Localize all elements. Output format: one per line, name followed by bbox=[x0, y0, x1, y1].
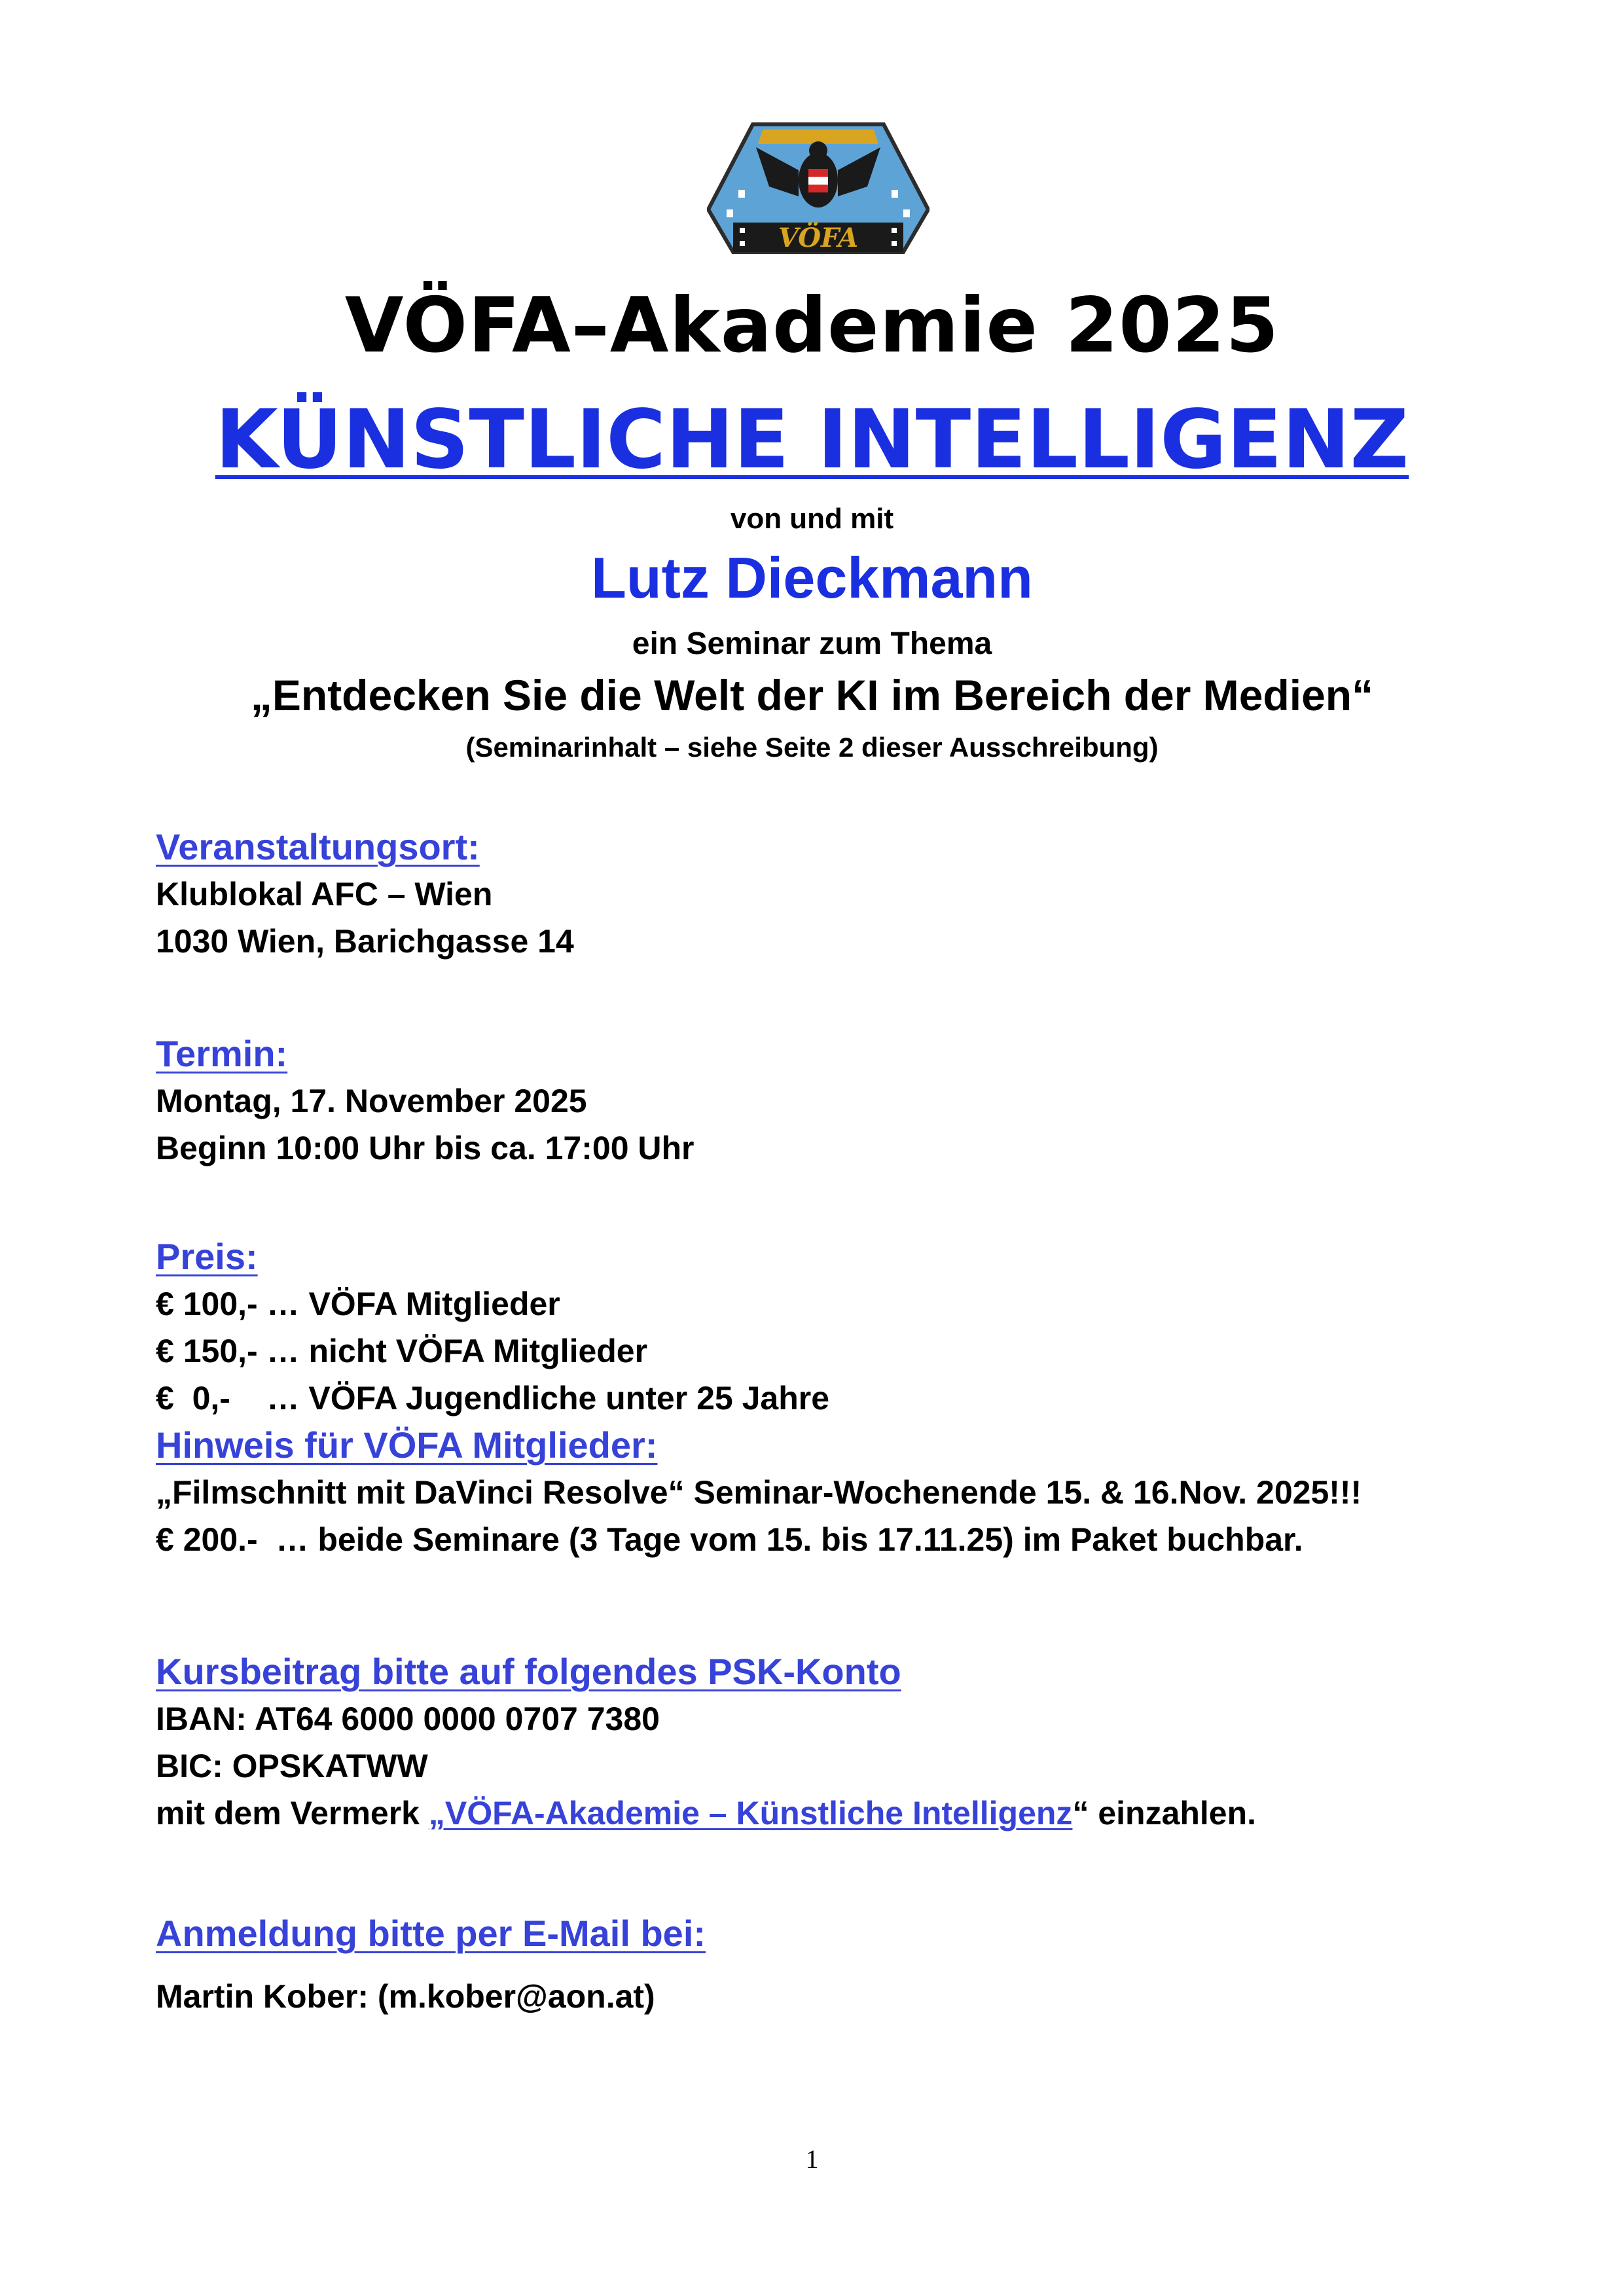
subject-title-text: KÜNSTLICHE INTELLIGENZ bbox=[215, 393, 1409, 487]
price-heading: Preis: bbox=[156, 1236, 258, 1277]
reference-link[interactable]: „VÖFA-Akademie – Künstliche Intelligenz bbox=[428, 1795, 1073, 1831]
page-number: 1 bbox=[805, 2144, 819, 2174]
venue-section bbox=[156, 823, 574, 965]
date-heading: Termin: bbox=[156, 1033, 288, 1074]
seminar-topic: „Entdecken Sie die Welt der KI im Bereich der Medien“ bbox=[250, 671, 1374, 719]
with-label: von und mit bbox=[730, 503, 894, 535]
registration-heading: Anmeldung bitte per E-Mail bei: bbox=[156, 1913, 706, 1954]
price-line: € 150,- … nicht VÖFA Mitglieder bbox=[156, 1333, 648, 1369]
member-note-line: € 200.- … beide Seminare (3 Tage vom 15. bis 17.11.25) im Paket buchbar. bbox=[156, 1521, 1303, 1558]
bic-line: BIC: OPSKATWW bbox=[156, 1748, 428, 1784]
date-line: Montag, 17. November 2025 bbox=[156, 1083, 587, 1119]
iban-line: IBAN: AT64 6000 0000 0707 7380 bbox=[156, 1701, 660, 1737]
registration-section bbox=[156, 1910, 706, 2020]
subject-title bbox=[0, 393, 1624, 487]
payment-heading: Kursbeitrag bitte auf folgendes PSK-Konto bbox=[156, 1651, 901, 1692]
logo-text: VÖFA bbox=[778, 223, 859, 253]
reference-line bbox=[156, 1790, 1256, 1837]
speaker-name: Lutz Dieckmann bbox=[591, 545, 1033, 610]
venue-heading: Veranstaltungsort: bbox=[156, 826, 480, 867]
member-note-heading: Hinweis für VÖFA Mitglieder: bbox=[156, 1424, 658, 1466]
price-section bbox=[156, 1233, 1362, 1563]
reference-prefix: mit dem Vermerk bbox=[156, 1795, 420, 1831]
price-line: € 100,- … VÖFA Mitglieder bbox=[156, 1286, 560, 1322]
date-line: Beginn 10:00 Uhr bis ca. 17:00 Uhr bbox=[156, 1130, 695, 1166]
page-title: VÖFA–Akademie 2025 bbox=[344, 281, 1280, 370]
reference-suffix: “ einzahlen. bbox=[1072, 1795, 1257, 1831]
seminar-intro: ein Seminar zum Thema bbox=[632, 626, 992, 661]
content-note: (Seminarinhalt – siehe Seite 2 dieser Ausschreibung) bbox=[465, 732, 1159, 763]
payment-section bbox=[156, 1648, 1256, 1837]
registration-contact[interactable]: Martin Kober: (m.kober@aon.at) bbox=[156, 1978, 655, 2015]
voefa-logo bbox=[707, 118, 929, 278]
member-note-line: „Filmschnitt mit DaVinci Resolve“ Seminar-Wochenende 15. & 16.Nov. 2025!!! bbox=[156, 1474, 1362, 1511]
venue-line: 1030 Wien, Barichgasse 14 bbox=[156, 923, 574, 960]
venue-line: Klublokal AFC – Wien bbox=[156, 876, 493, 912]
date-section bbox=[156, 1030, 695, 1172]
voefa-logo-emblem bbox=[707, 118, 929, 278]
price-line: € 0,- … VÖFA Jugendliche unter 25 Jahre bbox=[156, 1380, 830, 1416]
